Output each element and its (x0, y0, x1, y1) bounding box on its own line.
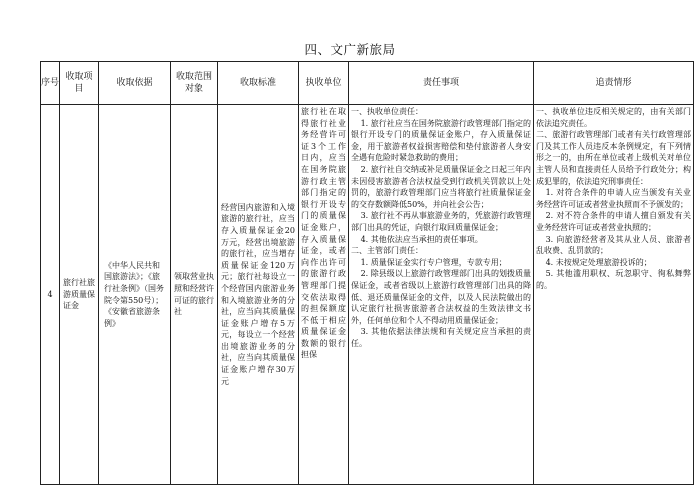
duty-item: 3. 其他依据法律法规和有关规定应当承担的责任。 (351, 327, 531, 348)
duty-item: 1. 质量保证金实行专户管理，专款专用； (360, 257, 507, 267)
accountability-item: 5. 其他滥用职权、玩忽职守、徇私舞弊的。 (536, 269, 691, 290)
cell-duty (349, 105, 534, 485)
accountability-item: 3. 向旅游经营者及其从业人员、旅游者乱收费、乱罚款的； (536, 234, 691, 256)
header-seq: 序号 (41, 62, 60, 105)
fee-table (40, 61, 694, 485)
header-basis: 收取依据 (99, 62, 171, 105)
duty-item: 2. 除县级以上旅游行政管理部门出具的划拨质量保证金，或者省级以上旅游行政管理部门出具的降低、退还质量保证金的文件，以及人民法院做出的认定旅行社损害旅游者合法权益的生效法律文书外，任何单位和个人不得动用质量保证金； (351, 269, 531, 325)
duty-item: 1. 旅行社应当在国务院旅游行政管理部门指定的银行开设专门的质量保证金账户，存入质量保证金，用于旅游者权益损害赔偿和垫付旅游者人身安全遇有危险时紧急救助的费用； (351, 118, 531, 163)
header-item: 收取项目 (60, 62, 99, 105)
header-row (41, 62, 694, 105)
cell-accountability (534, 105, 694, 485)
duty-item: 二、主管部门责任： (351, 246, 423, 256)
section-title: 四、文广新旅局 (304, 42, 396, 57)
accountability-item: 2. 对不符合条件的申请人擅自颁发有关业务经营许可证或者营业执照的； (536, 211, 691, 232)
duty-item: 4. 其他依法应当承担的责任事项。 (360, 234, 483, 244)
accountability-item: 4. 未按规定处理旅游投诉的； (545, 257, 652, 267)
accountability-item: 一、执收单位违反相关规定的，由有关部门依法追究责任。 (536, 107, 691, 128)
accountability-item: 二、旅游行政管理部门或者有关行政管理部门及其工作人员违反本条例规定，有下列情形之一的，由所在单位或者上级机关对单位主管人员和直接责任人员给予行政处分；构成犯罪的，依法追究刑事责任： (536, 130, 691, 186)
duty-item: 2. 旅行社自交纳或补足质量保证金之日起三年内未因侵害旅游者合法权益受到行政机关罚款以上处罚的，旅游行政管理部门应当将旅行社质量保证金的交存数额降低50%，并向社会公告； (351, 164, 531, 209)
cell-standard: 经营国内旅游和入境旅游的旅行社，应当存入质量保证金20万元，经营出境旅游的旅行社，应当增存质量保证金120万元；旅行社每设立一个经营国内旅游业务和入境旅游业务的分社，应当向其质量保证金账户增存5万元，每设立一个经营出境旅游业务的分社，应当向其质量保证金账户增存30万元 (218, 105, 299, 485)
header-scope: 收取范围对象 (171, 62, 218, 105)
cell-seq: 4 (41, 105, 60, 485)
duty-item: 一、执收单位责任： (351, 107, 423, 116)
header-accountability: 追责情形 (534, 62, 694, 105)
header-standard: 收取标准 (218, 62, 299, 105)
accountability-item: 1. 对符合条件的申请人应当颁发有关业务经营许可证或者营业执照而不予颁发的； (536, 188, 691, 209)
cell-item: 旅行社旅游质量保证金 (60, 105, 99, 485)
cell-unit: 旅行社在取得旅行社业务经营许可证3个工作日内，应当在国务院旅游行政主管部门指定的银行开设专门的质量保证金账户，存入质量保证金，或者向作出许可的旅游行政管理部门提交依法取得的担保额度不低于相应质量保证金数额的银行担保 (299, 105, 349, 485)
cell-basis: 《中华人民共和国旅游法》；《旅行社条例》（国务院令第550号）；《安徽省旅游条例》 (99, 105, 171, 485)
duty-item: 3. 旅行社不再从事旅游业务的，凭旅游行政管理部门出具的凭证，向银行取回质量保证金； (351, 211, 531, 232)
header-duty: 责任事项 (349, 62, 534, 105)
table-row (41, 105, 694, 485)
cell-scope: 领取营业执照和经营许可证的旅行社 (171, 105, 218, 485)
header-unit: 执收单位 (299, 62, 349, 105)
